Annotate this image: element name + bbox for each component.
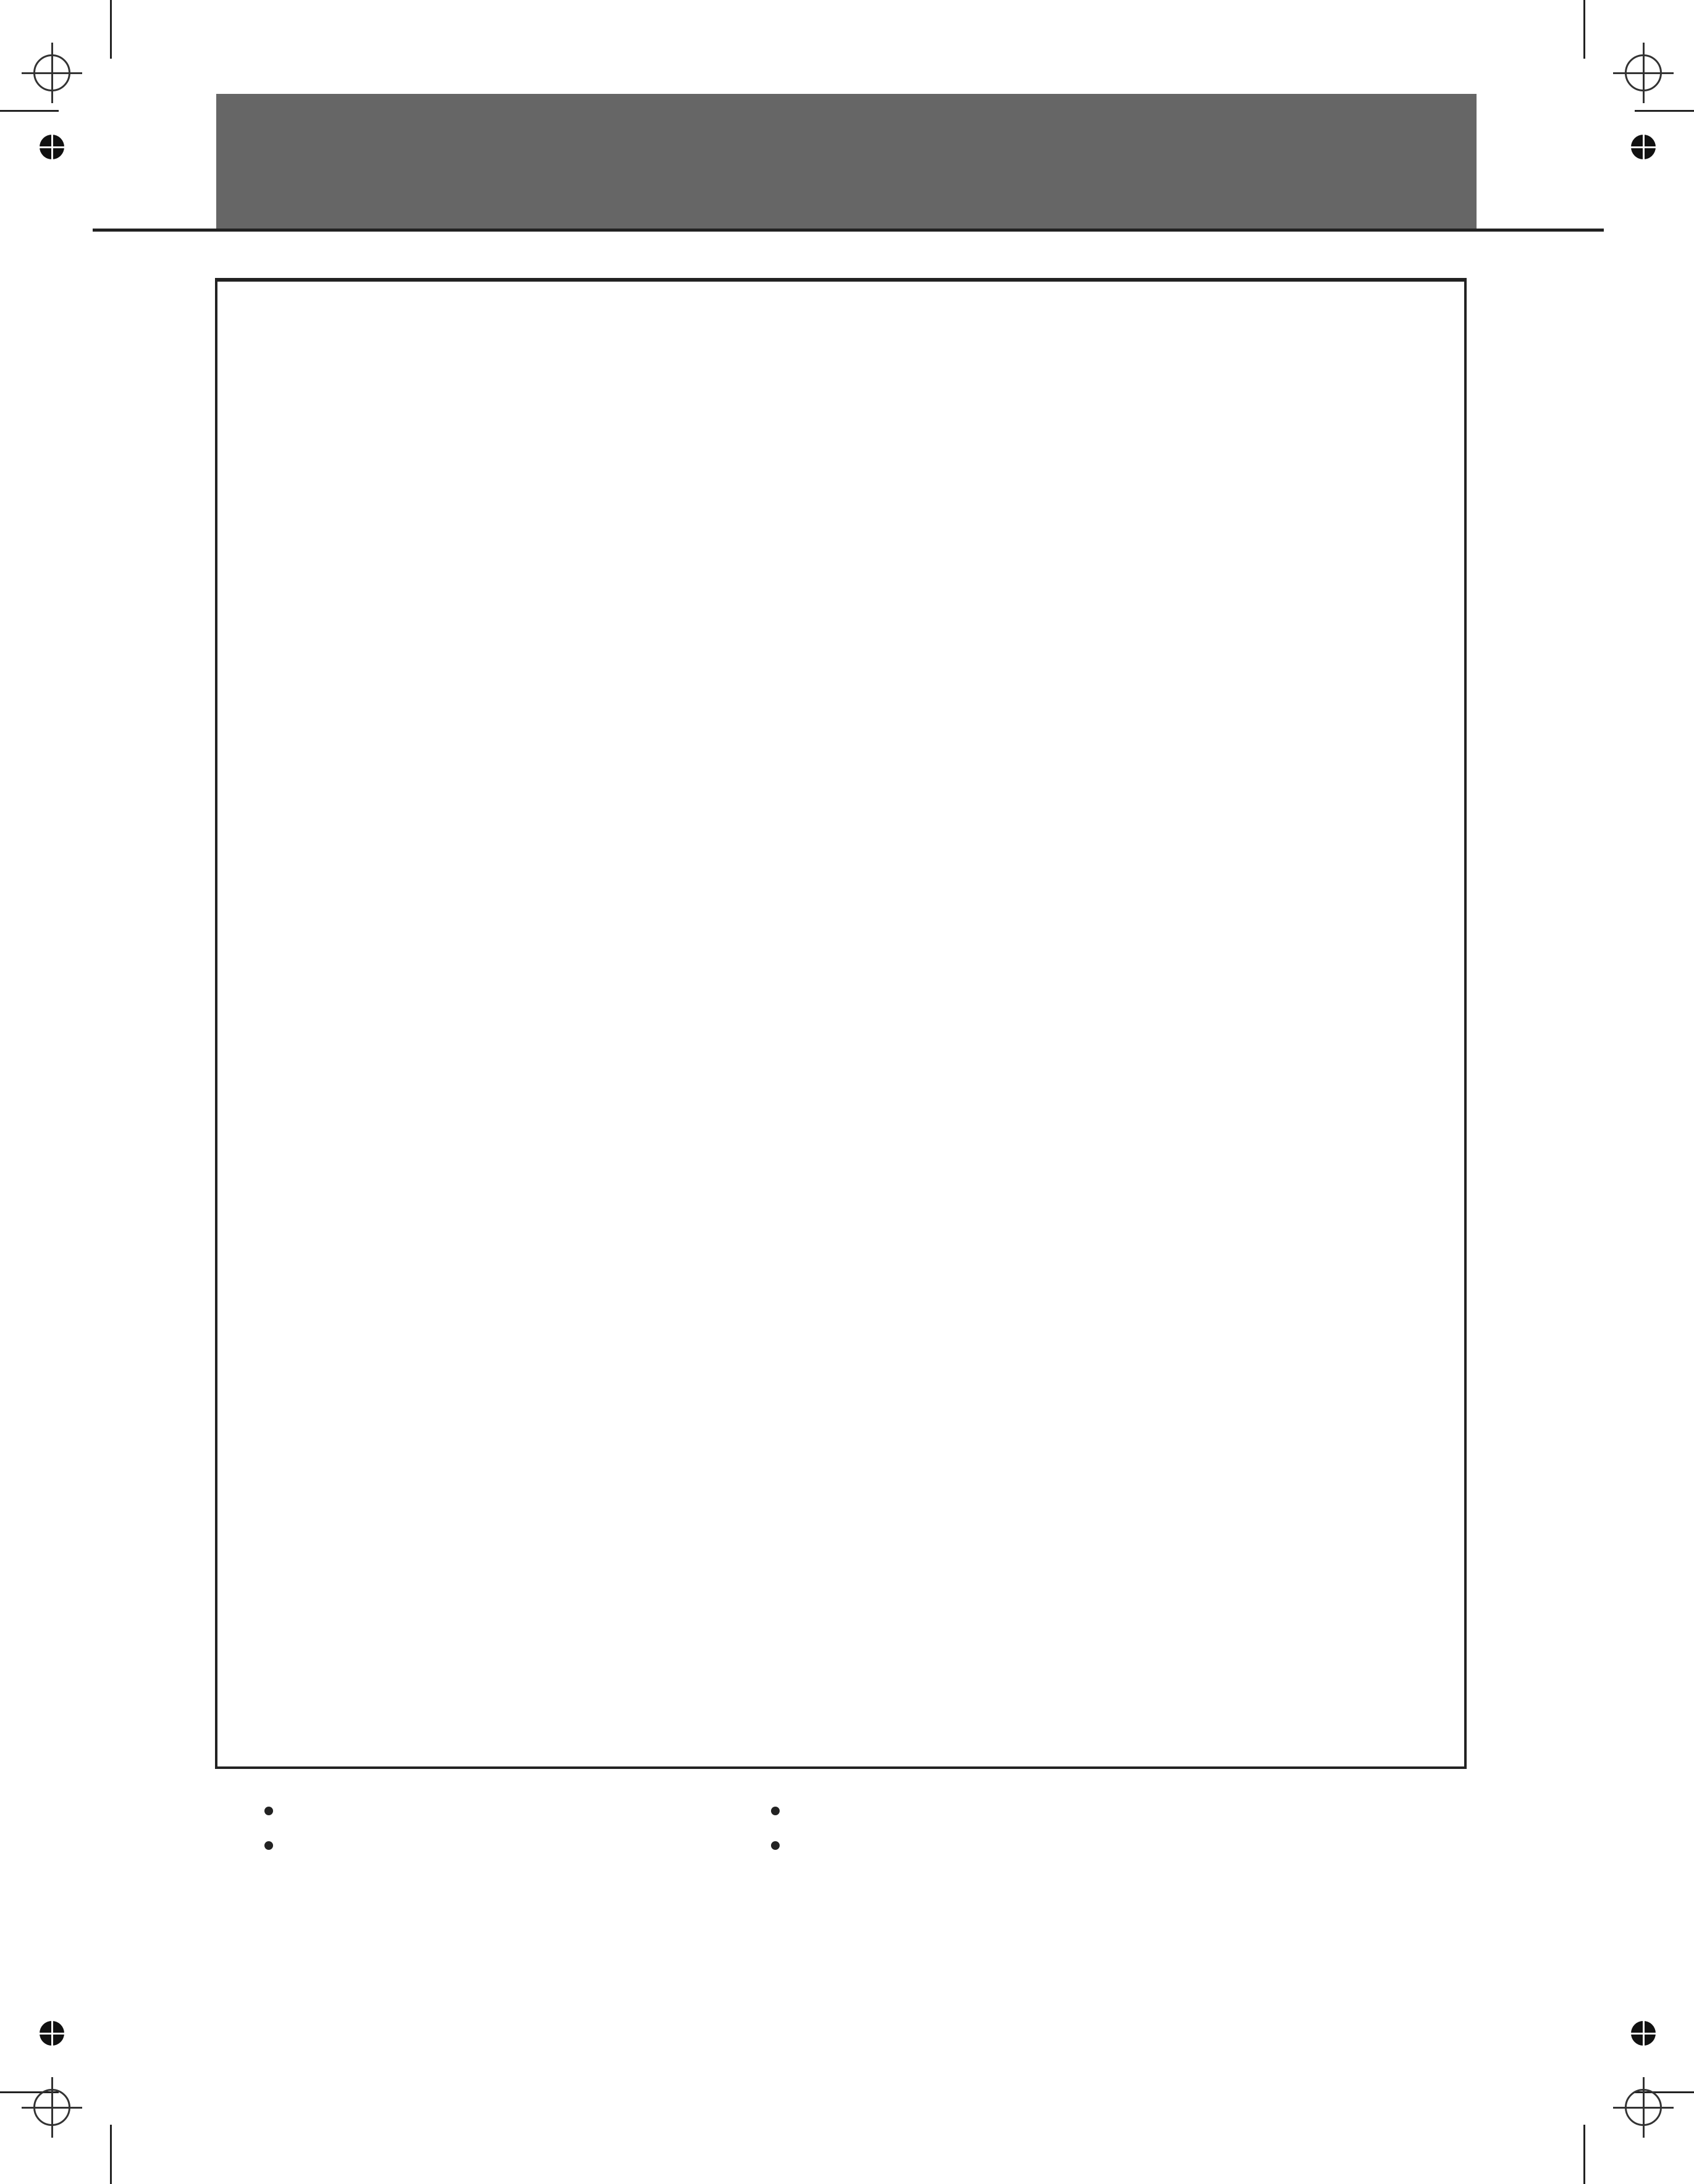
legend-item xyxy=(264,1829,280,1864)
crop-mark xyxy=(1583,0,1585,59)
bullet-icon xyxy=(771,1807,780,1815)
header-recognized xyxy=(861,279,1176,280)
midi-implementation-table xyxy=(216,279,1465,282)
legend-item xyxy=(771,1795,787,1829)
registration-dot-icon xyxy=(40,135,64,159)
header-band xyxy=(216,94,1477,230)
registration-dot-icon xyxy=(1631,135,1656,159)
header-rule xyxy=(93,229,1604,232)
crop-mark xyxy=(110,0,112,59)
registration-mark-icon xyxy=(33,54,70,91)
crop-mark xyxy=(110,2125,112,2184)
crop-mark xyxy=(1583,2125,1585,2184)
crop-mark xyxy=(1635,110,1694,112)
legend-item xyxy=(264,1795,280,1829)
registration-mark-icon xyxy=(1625,2089,1662,2126)
bullet-icon xyxy=(264,1841,273,1850)
header-remarks xyxy=(1176,279,1465,280)
registration-mark-icon xyxy=(1625,54,1662,91)
crop-mark xyxy=(0,110,59,112)
registration-dot-icon xyxy=(40,2021,64,2046)
header-function xyxy=(216,279,602,280)
header-transmitted xyxy=(602,279,861,280)
registration-mark-icon xyxy=(33,2089,70,2126)
table-frame xyxy=(215,278,1467,1769)
registration-dot-icon xyxy=(1631,2021,1656,2046)
legend-modes-left xyxy=(264,1795,280,1864)
bullet-icon xyxy=(771,1841,780,1850)
legend-item xyxy=(771,1829,787,1864)
bullet-icon xyxy=(264,1807,273,1815)
legend-modes-right xyxy=(771,1795,787,1864)
